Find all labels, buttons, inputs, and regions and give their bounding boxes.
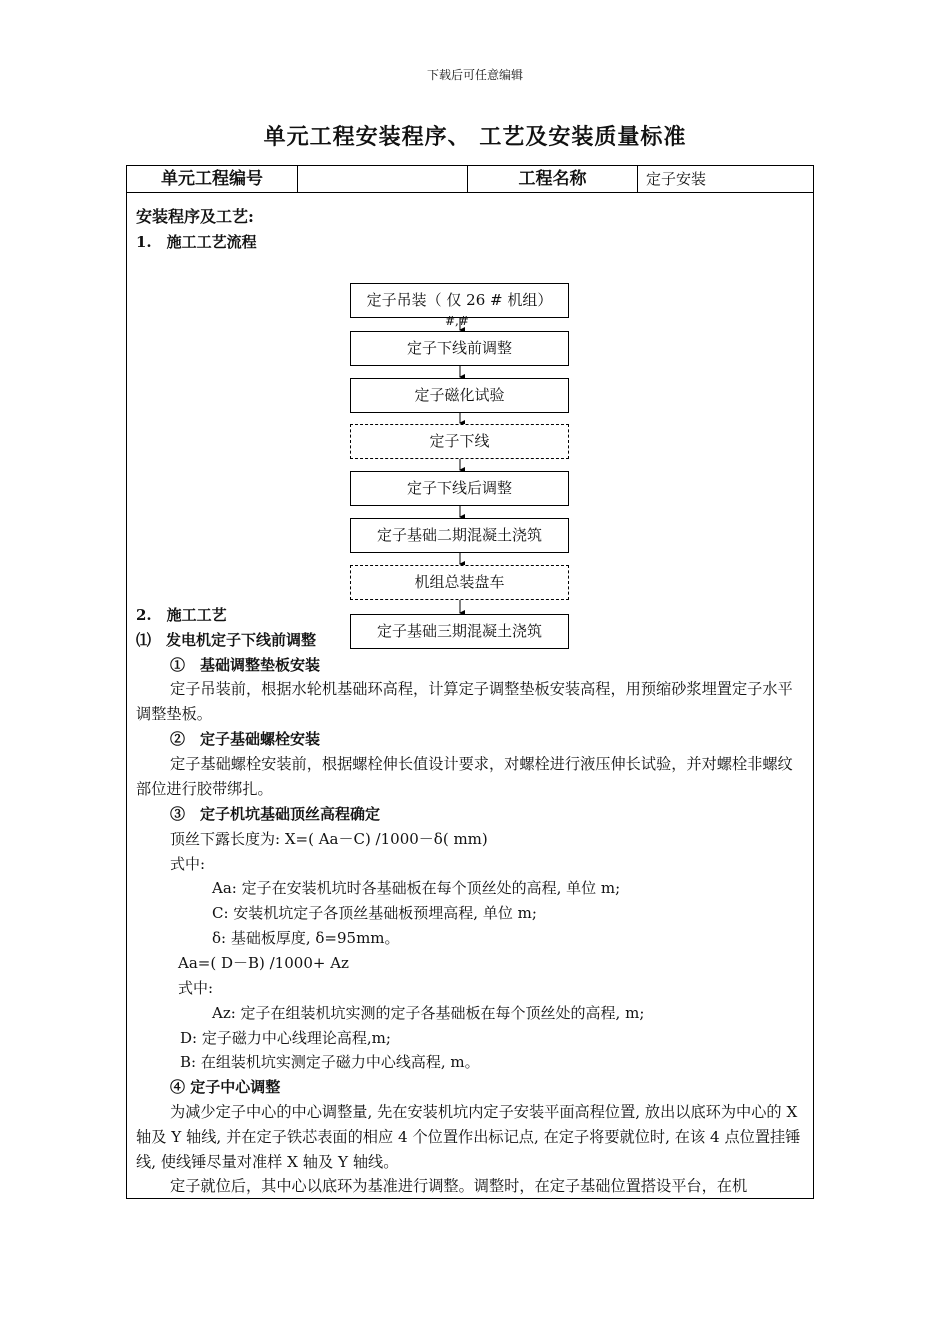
where-label-1: 式中: [170, 855, 206, 873]
paragraph-2: 定子基础螺栓安装前，根据螺栓伸长值设计要求，对螺栓进行液压伸长试验，并对螺栓非螺纹部位进行胶带绑扎。 [136, 755, 793, 798]
sub-heading-1: ① 基础调整垫板安装 [170, 656, 321, 674]
flow-step-pre-winding-adjust: 定子下线前调整 [350, 331, 569, 366]
flow-step-magnetization-test: 定子磁化试验 [350, 378, 569, 413]
flow-step-winding: 定子下线 [350, 424, 569, 459]
project-name-label: 工程名称 [468, 166, 638, 192]
section-heading: 安装程序及工艺: [136, 207, 254, 226]
flow-step-second-stage-concrete: 定子基础二期混凝土浇筑 [350, 518, 569, 553]
flow-step-stator-lifting: 定子吊装（ 仅 26 # 机组） [350, 283, 569, 318]
paragraph-3: 为减少定子中心的中心调整量, 先在安装机坑内定子安装平面高程位置, 放出以底环为中心的 X 轴及 Y 轴线, 并在定子铁芯表面的相应 4 个位置作出标记点, 在定子将要就位时, 在该 4 点位置挂锤线, 使线锤尽量对准样 X 轴及 Y 轴线。 [136, 1103, 801, 1171]
flow-step-third-stage-concrete: 定子基础三期混凝土浇筑 [350, 614, 569, 649]
sub-heading-2: ② 定子基础螺栓安装 [170, 730, 321, 748]
section-2-heading: 2. 施工工艺 [136, 606, 227, 624]
definition-c: C: 安装机坑定子各顶丝基础板预埋高程, 单位 m; [212, 904, 537, 922]
definition-d: D: 定子磁力中心线理论高程,m; [180, 1029, 391, 1047]
flow-step-post-winding-adjust: 定子下线后调整 [350, 471, 569, 506]
sub-heading-4: ④ 定子中心调整 [170, 1078, 281, 1096]
document-title: 单元工程安装程序、 工艺及安装质量标准 [263, 124, 687, 150]
section-1-heading: 1. 施工工艺流程 [136, 233, 257, 251]
section-2-1-heading: ⑴ 发电机定子下线前调整 [136, 631, 317, 649]
flow-step-unit-turning: 机组总装盘车 [350, 565, 569, 600]
definition-az: Az: 定子在组装机坑实测的定子各基础板在每个顶丝处的高程, m; [212, 1004, 645, 1022]
flow-marker: #,# [445, 314, 469, 328]
unit-code-label: 单元工程编号 [127, 166, 298, 192]
paragraph-1: 定子吊装前，根据水轮机基础环高程，计算定子调整垫板安装高程，用预缩砂浆埋置定子水平调整垫板。 [136, 680, 793, 723]
definition-aa: Aa: 定子在安装机坑时各基础板在每个顶丝处的高程, 单位 m; [212, 879, 621, 897]
project-name-value: 定子安装 [646, 170, 707, 188]
sub-heading-3: ③ 定子机坑基础顶丝高程确定 [170, 805, 381, 823]
definition-b: B: 在组装机坑实测定子磁力中心线高程, m。 [180, 1053, 480, 1071]
definition-delta: δ: 基础板厚度, δ=95mm。 [212, 929, 400, 947]
header-note: 下载后可任意编辑 [426, 68, 523, 82]
where-label-2: 式中: [178, 979, 214, 997]
content-table [126, 165, 814, 1199]
formula-2: Aa=( D－B) /1000+ Az [178, 954, 349, 972]
paragraph-4: 定子就位后，其中心以底环为基准进行调整。调整时，在定子基础位置搭设平台，在机 [170, 1177, 748, 1195]
formula-1: 顶丝下露长度为: X=( Aa－C) /1000－δ( mm) [170, 830, 488, 848]
